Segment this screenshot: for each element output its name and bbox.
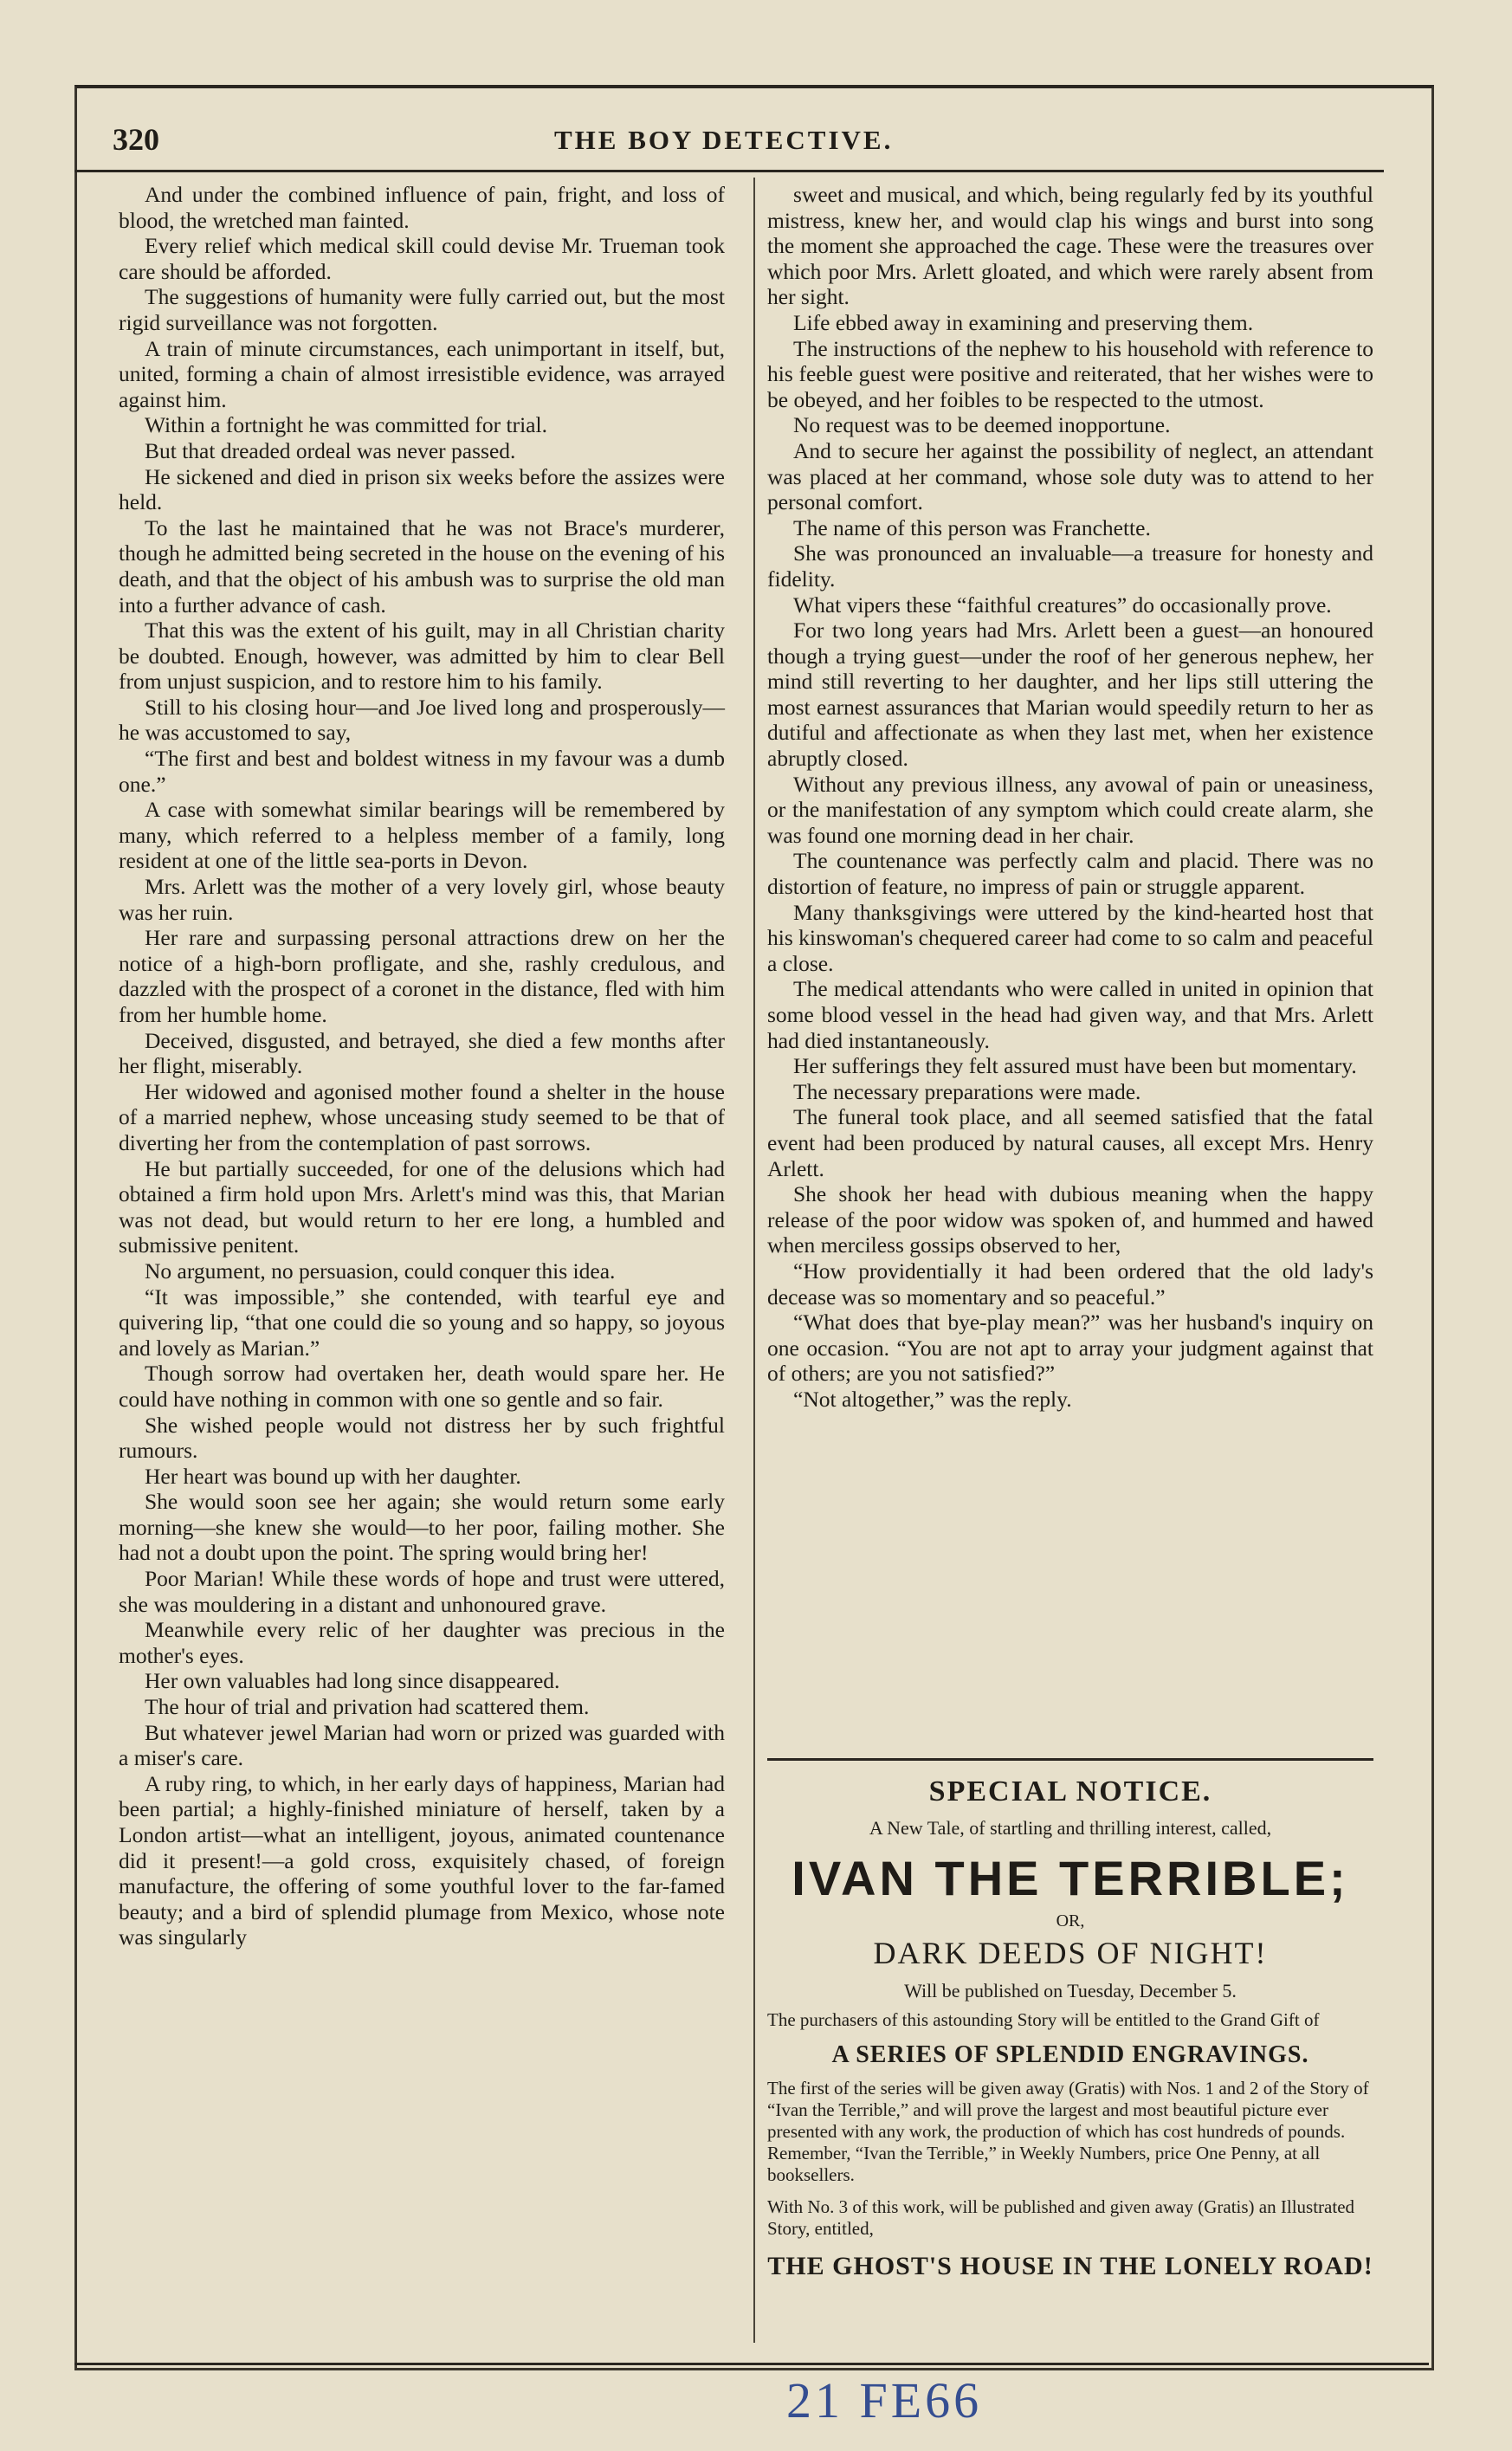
notice-closing-title: THE GHOST'S HOUSE IN THE LONELY ROAD! — [767, 2252, 1373, 2280]
paragraph: A ruby ring, to which, in her early days of happiness, Marian had been partial; a highly-finished miniature of herself, taken by a London artist—what an intelligent, joyous, animated countenance did it present!—a gold cross, exquisitely chased, of foreign manufacture, the offering of some youthful lover to the far-famed beauty; and a bird of splendid plumage from Mexico, whose note was singularly — [119, 1770, 725, 1950]
paragraph: She shook her head with dubious meaning when the happy release of the poor widow was spoken of, and hummed and hawed when merciless gossips observed to her, — [767, 1181, 1373, 1258]
paragraph: Her widowed and agonised mother found a shelter in the house of a married nephew, whose unceasing study seemed to be that of diverting her from the contemplation of past sorrows. — [119, 1078, 725, 1155]
paragraph: He sickened and died in prison six weeks before the assizes were held. — [119, 463, 725, 515]
notice-no3: With No. 3 of this work, will be published and given away (Gratis) an Illustrated Story, entitled, — [767, 2196, 1355, 2239]
paragraph: And under the combined influence of pain, fright, and loss of blood, the wretched man fainted. — [119, 182, 725, 233]
header-rule — [74, 170, 1384, 172]
paragraph: Life ebbed away in examining and preserving them. — [793, 309, 1254, 335]
paragraph: Poor Marian! While these words of hope and trust were uttered, she was mouldering in a distant and unhonoured grave. — [119, 1566, 725, 1617]
notice-heading: SPECIAL NOTICE. — [928, 1775, 1212, 1808]
paragraph: The suggestions of humanity were fully carried out, but the most rigid surveillance was not forgotten. — [119, 284, 725, 335]
paragraph: But that dreaded ordeal was never passed. — [145, 437, 516, 463]
paragraph: The necessary preparations were made. — [793, 1078, 1141, 1104]
left-column — [119, 182, 725, 1950]
notice-series-text: The first of the series will be given away (Gratis) with Nos. 1 and 2 of the Story of “Ivan the Terrible,” and will prove the largest and most beautiful picture ever presented with any work, the production of which has cost hundreds of pounds. Remember, “Ivan the Terrible,” in Weekly Numbers, price One Penny, at all booksellers. — [767, 2078, 1369, 2185]
paragraph: Every relief which medical skill could devise Mr. Trueman took care should be afforded. — [119, 233, 725, 284]
notice-series-heading: A SERIES OF SPLENDID ENGRAVINGS. — [831, 2041, 1309, 2068]
paragraph: Her heart was bound up with her daughter. — [145, 1463, 521, 1489]
paragraph: Still to his closing hour—and Joe lived long and prosperously—he was accustomed to say, — [119, 694, 725, 746]
bottom-rule — [74, 2363, 1429, 2365]
paragraph: A case with somewhat similar bearings will be remembered by many, which referred to a helpless member of a family, long resident at one of the little sea-ports in Devon. — [119, 797, 725, 874]
paragraph: No argument, no persuasion, could conquer this idea. — [145, 1258, 616, 1284]
paragraph: “How providentially it had been ordered that the old lady's decease was so momentary and so peaceful.” — [767, 1258, 1373, 1310]
paragraph: She wished people would not distress her by such frightful rumours. — [119, 1412, 725, 1464]
paragraph: She was pronounced an invaluable—a treasure for honesty and fidelity. — [767, 540, 1373, 592]
paragraph: Within a fortnight he was committed for trial. — [145, 412, 547, 438]
library-date-stamp: 21 FE66 — [786, 2372, 983, 2428]
paragraph: For two long years had Mrs. Arlett been a guest—an honoured though a trying guest—under the roof of her generous nephew, her mind still reverting to her daughter, and her lips still uttering the most earnest assurances that Marian would speedily return to her as dutiful and affectionate as when they last met, when her existence abruptly closed. — [767, 618, 1373, 772]
notice-title: IVAN THE TERRIBLE; — [792, 1851, 1349, 1905]
paragraph: Her sufferings they felt assured must have been but momentary. — [793, 1053, 1357, 1079]
paragraph: Mrs. Arlett was the mother of a very lovely girl, whose beauty was her ruin. — [119, 874, 725, 925]
paragraph: “Not altogether,” was the reply. — [793, 1386, 1072, 1412]
paragraph: She would soon see her again; she would return some early morning—she knew she would—to her poor, failing mother. She had not a doubt upon the point. The spring would bring her! — [119, 1489, 725, 1566]
paragraph: “What does that bye-play mean?” was her husband's inquiry on one occasion. “You are not apt to array your judgment against that of others; are you not satisfied?” — [767, 1310, 1373, 1387]
paragraph: A train of minute circumstances, each unimportant in itself, but, united, forming a chain of almost irresistible evidence, was arrayed against him. — [119, 335, 725, 412]
notice-intro: A New Tale, of startling and thrilling interest, called, — [869, 1817, 1272, 1839]
paragraph: But whatever jewel Marian had worn or prized was guarded with a miser's care. — [119, 1719, 725, 1771]
paragraph: Deceived, disgusted, and betrayed, she died a few months after her flight, miserably. — [119, 1027, 725, 1079]
notice-or: OR, — [1056, 1911, 1085, 1930]
notice-purchasers: The purchasers of this astounding Story will be entitled to the Grand Gift of — [767, 2009, 1320, 2030]
right-column — [767, 182, 1373, 1413]
paragraph: The countenance was perfectly calm and placid. There was no distortion of feature, no impress of pain or struggle apparent. — [767, 848, 1373, 900]
paragraph: Many thanksgivings were uttered by the kind-hearted host that his kinswoman's chequered career had come to so calm and peaceful a close. — [767, 899, 1373, 976]
notice-subtitle: DARK DEEDS OF NIGHT! — [873, 1936, 1268, 1970]
paragraph: Her rare and surpassing personal attractions drew on her the notice of a high-born profligate, and she, rashly credulous, and dazzled with the prospect of a coronet in the distance, fled with him from her humble home. — [119, 925, 725, 1027]
notice-rule — [767, 1758, 1373, 1761]
paragraph: The instructions of the nephew to his household with reference to his feeble guest were positive and reiterated, that her wishes were to be obeyed, and her foibles to be respected to the utmost. — [767, 335, 1373, 412]
paragraph: He but partially succeeded, for one of the delusions which had obtained a firm hold upon Mrs. Arlett's mind was this, that Marian was not dead, but would return to her ere long, a humbled and submissive penitent. — [119, 1155, 725, 1258]
notice-date: Will be published on Tuesday, December 5. — [904, 1980, 1237, 2002]
paragraph: Her own valuables had long since disappeared. — [145, 1668, 560, 1694]
paragraph: That this was the extent of his guilt, may in all Christian charity be doubted. Enough, however, was admitted by him to clear Bell from unjust suspicion, and to restore him to his family. — [119, 618, 725, 695]
page-number: 320 — [113, 122, 159, 157]
column-divider — [753, 178, 755, 2343]
paragraph: Without any previous illness, any avowal of pain or uneasiness, or the manifestation of any symptom which could create alarm, she was found one morning dead in her chair. — [767, 771, 1373, 848]
paragraph: What vipers these “faithful creatures” do occasionally prove. — [793, 592, 1332, 618]
paragraph: “It was impossible,” she contended, with tearful eye and quivering lip, “that one could die so young and so happy, so joyous and lovely as Marian.” — [119, 1284, 725, 1361]
paragraph: The funeral took place, and all seemed satisfied that the fatal event had been produced by natural causes, all except Mrs. Henry Arlett. — [767, 1104, 1373, 1181]
paragraph: The name of this person was Franchette. — [793, 514, 1151, 540]
paragraph: Though sorrow had overtaken her, death would spare her. He could have nothing in common with one so gentle and so fair. — [119, 1361, 725, 1412]
paragraph: The hour of trial and privation had scattered them. — [145, 1694, 590, 1720]
paragraph: And to secure her against the possibility of neglect, an attendant was placed at her command, whose sole duty was to attend to her personal comfort. — [767, 437, 1373, 515]
paragraph: sweet and musical, and which, being regularly fed by its youthful mistress, knew her, and would clap his wings and burst into song the moment she approached the cage. These were the treasures over which poor Mrs. Arlett gloated, and which were rarely absent from her sight. — [767, 182, 1373, 310]
paragraph: The medical attendants who were called in united in opinion that some blood vessel in the head had given way, and that Mrs. Arlett had died instantaneously. — [767, 976, 1373, 1053]
paragraph: To the last he maintained that he was not Brace's murderer, though he admitted being secreted in the house on the evening of his death, and that the object of his ambush was to surprise the old man into a further advance of cash. — [119, 514, 725, 618]
special-notice — [767, 1775, 1373, 2283]
paragraph: “The first and best and boldest witness in my favour was a dumb one.” — [119, 746, 725, 797]
running-title: THE BOY DETECTIVE. — [554, 125, 894, 155]
paragraph: Meanwhile every relic of her daughter was precious in the mother's eyes. — [119, 1617, 725, 1668]
paragraph: No request was to be deemed inopportune. — [793, 412, 1171, 438]
